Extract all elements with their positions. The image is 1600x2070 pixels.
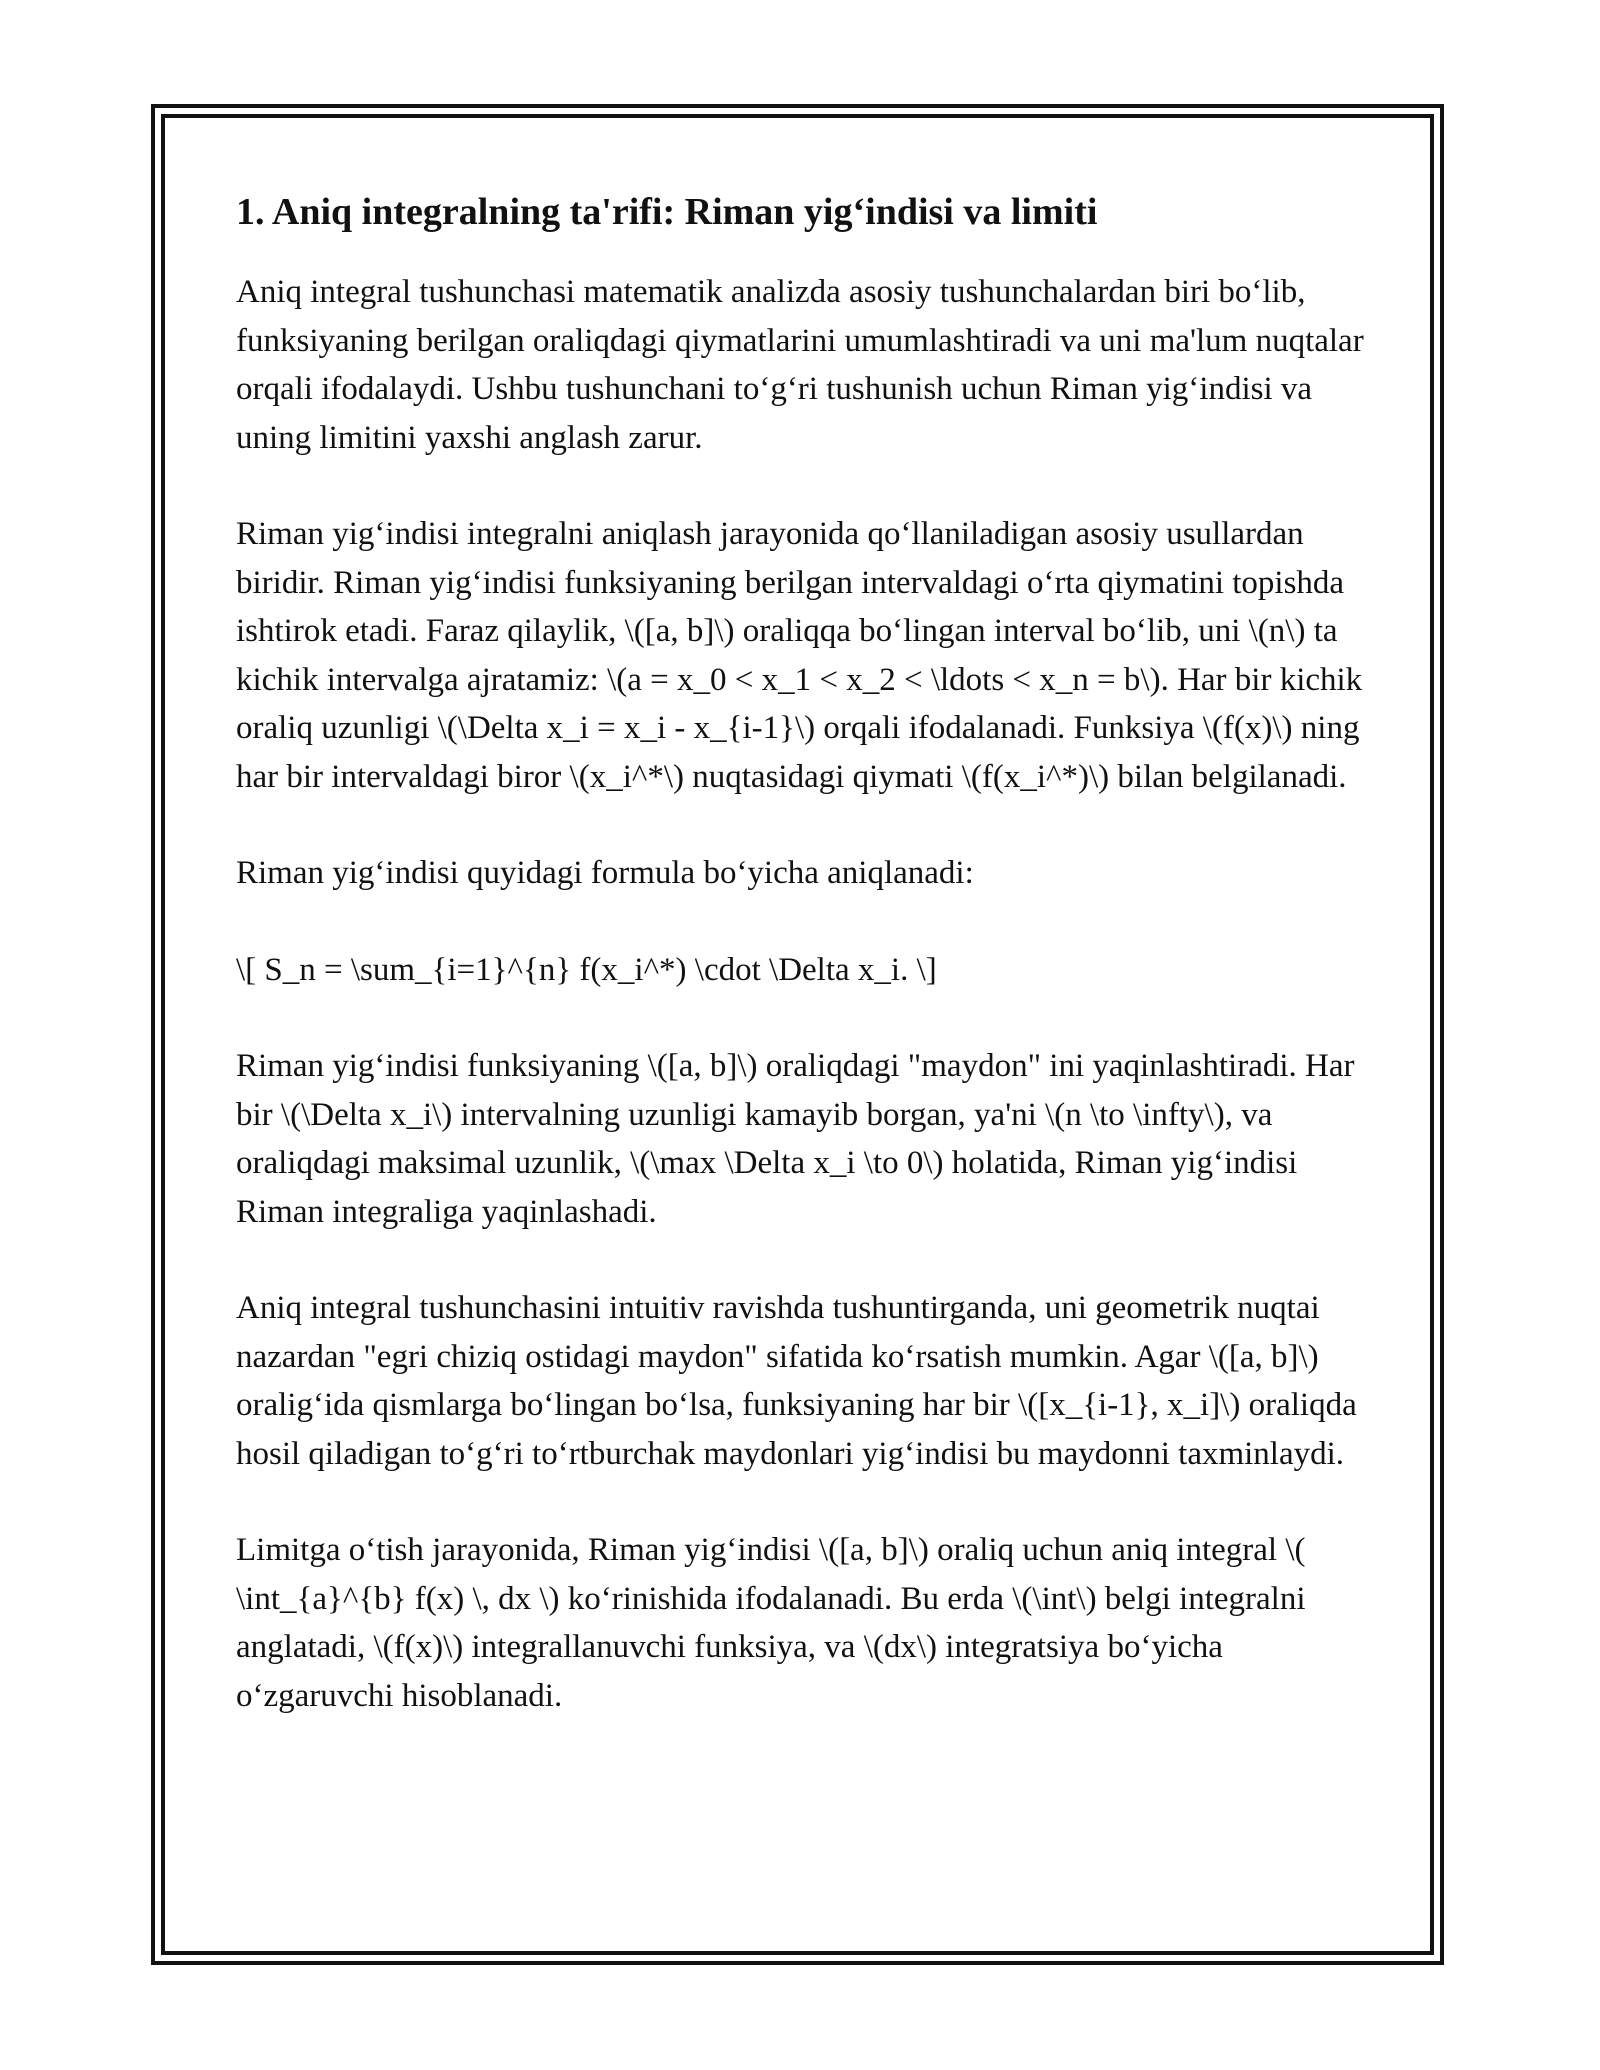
section-heading: 1. Aniq integralning ta'rifi: Riman yig‘indisi va limiti xyxy=(236,191,1098,233)
paragraph-integral: Limitga o‘tish jarayonida, Riman yig‘indisi \([a, b]\) oraliq uchun aniq integral \( \int_{a}^{b} f(x) \, dx \) ko‘rinishida ifodalanadi. Bu erda \(\int\) belgi integralni anglatadi, \(f(x)\) integrallanuvchi funksiya, va \(dx\) integratsiya bo‘yicha o‘zgaruvchi hisoblanadi. xyxy=(236,1532,1306,1714)
paragraph-riemann-sum: Riman yig‘indisi integralni aniqlash jarayonida qo‘llaniladigan asosiy usullardan biridir. Riman yig‘indisi funksiyaning berilgan intervaldagi o‘rta qiymatini topishda ishtirok etadi. Faraz qilaylik, \([a, b]\) oraliqqa bo‘lingan interval bo‘lib, uni \(n\) ta kichik intervalga ajratamiz: \(a = x_0 < x_1 < x_2 < \ldots < x_n = b\). Har bir kichik oraliq uzunligi \(\Delta x_i = x_i - x_{i-1}\) orqali ifodalanadi. Funksiya \(f(x)\) ning har bir intervaldagi biror \(x_i^*\) nuqtasidagi qiymati \(f(x_i^*)\) bilan belgilanadi. xyxy=(236,516,1363,795)
paragraph-formula-intro: Riman yig‘indisi quyidagi formula bo‘yicha aniqlanadi: xyxy=(236,855,974,891)
paragraph-intro: Aniq integral tushunchasi matematik analizda asosiy tushunchalardan biri bo‘lib, funksiyaning berilgan oraliqdagi qiymatlarini umumlashtiradi va uni ma'lum nuqtalar orqali ifodalaydi. Ushbu tushunchani to‘g‘ri tushunish uchun Riman yig‘indisi va uning limitini yaxshi anglash zarur. xyxy=(236,274,1364,456)
document-body xyxy=(236,184,1376,1768)
paragraph-geometric: Aniq integral tushunchasini intuitiv ravishda tushuntirganda, uni geometrik nuqtai nazardan "egri chiziq ostidagi maydon" sifatida ko‘rsatish mumkin. Agar \([a, b]\) oralig‘ida qismlarga bo‘lingan bo‘lsa, funksiyaning har bir \([x_{i-1}, x_i]\) oraliqda hosil qiladigan to‘g‘ri to‘rtburchak maydonlari yig‘indisi bu maydonni taxminlaydi. xyxy=(236,1290,1357,1472)
paragraph-limit: Riman yig‘indisi funksiyaning \([a, b]\) oraliqdagi "maydon" ini yaqinlashtiradi. Har bir \(\Delta x_i\) intervalning uzunligi kamayib borgan, ya'ni \(n \to \infty\), va oraliqdagi maksimal uzunlik, \(\max \Delta x_i \to 0\) holatida, Riman yig‘indisi Riman integraliga yaqinlashadi. xyxy=(236,1048,1355,1230)
formula-riemann-sum: \[ S_n = \sum_{i=1}^{n} f(x_i^*) \cdot \Delta x_i. \] xyxy=(236,951,937,988)
